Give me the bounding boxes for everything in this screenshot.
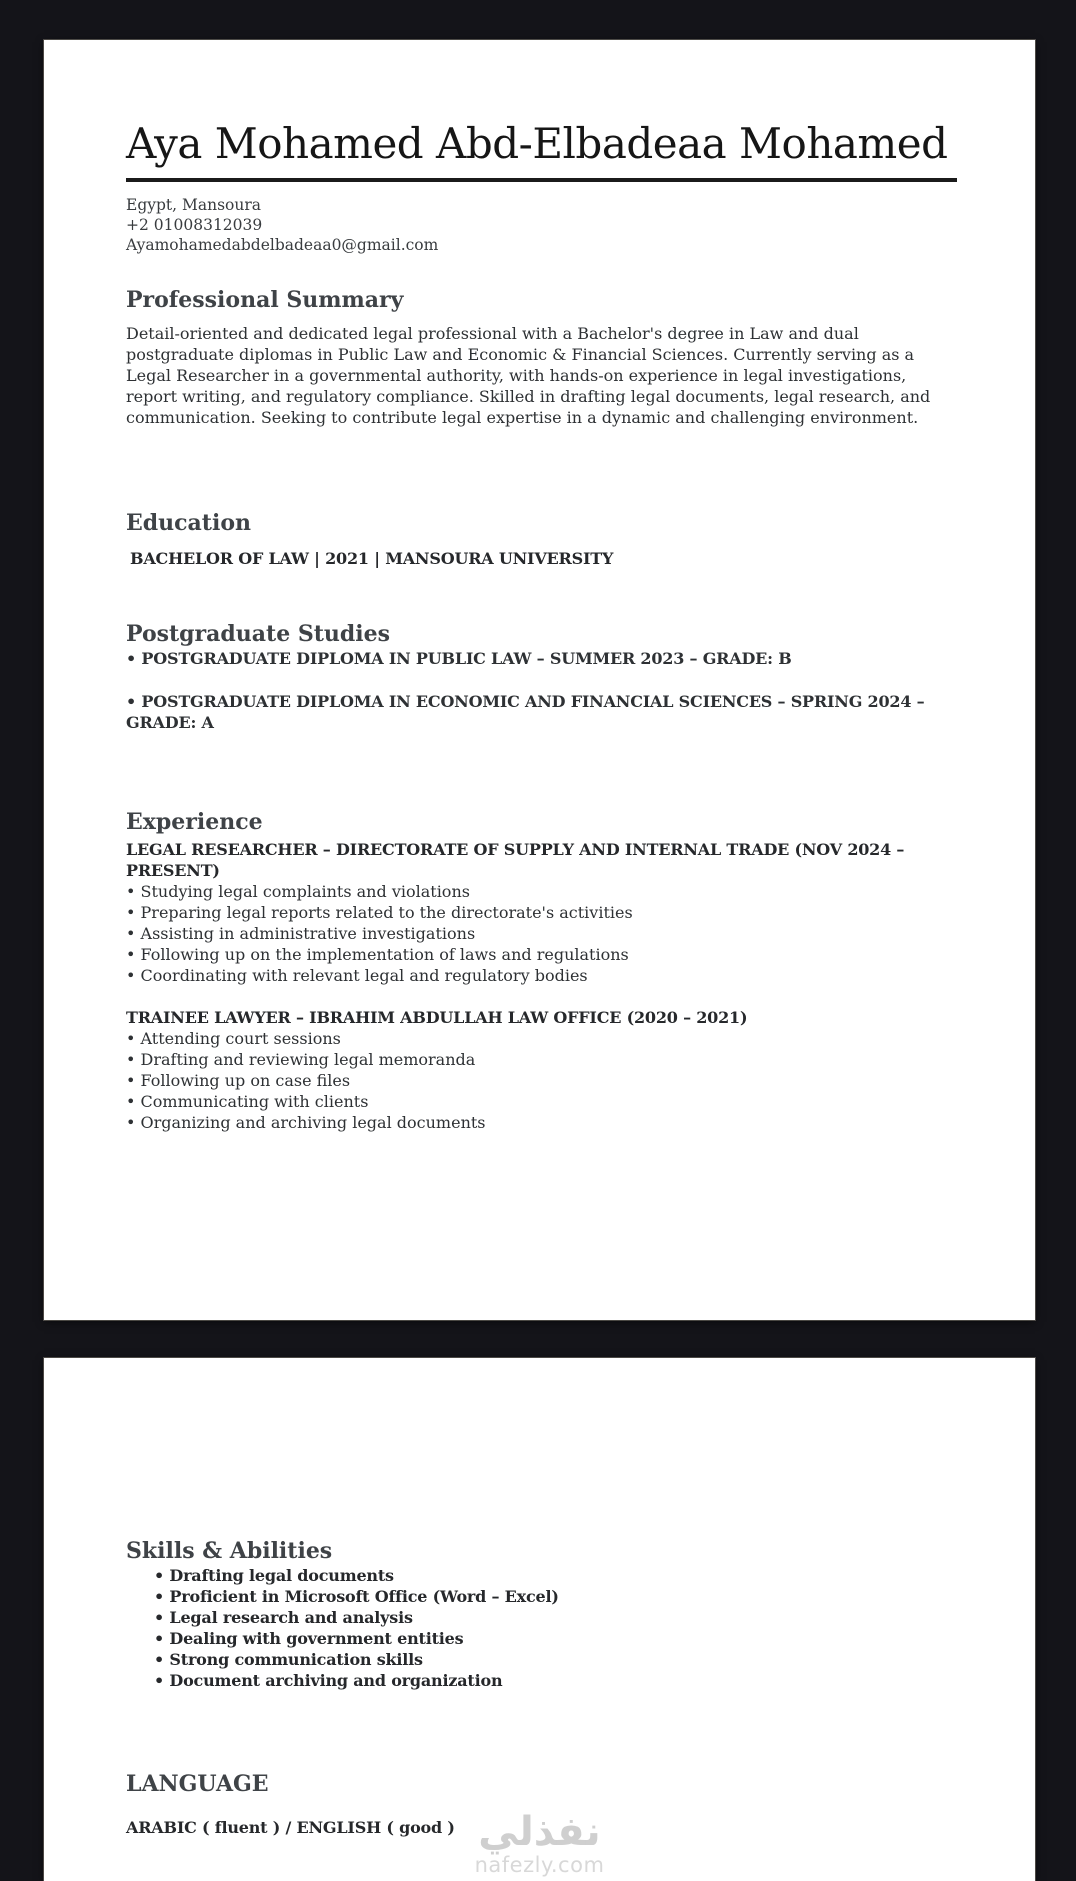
job-duty-item: • Coordinating with relevant legal and regulatory bodies bbox=[126, 965, 957, 986]
education-entry: BACHELOR OF LAW | 2021 | MANSOURA UNIVERSITY bbox=[130, 549, 614, 568]
nafezly-site-text: nafezly.com bbox=[474, 1853, 605, 1877]
section-professional-summary bbox=[126, 287, 957, 428]
page-1-content bbox=[44, 120, 1035, 1133]
job-title: LEGAL RESEARCHER – DIRECTORATE OF SUPPLY AND INTERNAL TRADE (NOV 2024 – PRESENT) bbox=[126, 840, 905, 880]
job-title: TRAINEE LAWYER – IBRAHIM ABDULLAH LAW OFFICE (2020 – 2021) bbox=[126, 1008, 748, 1027]
job-duty-item: • Following up on case files bbox=[126, 1070, 957, 1091]
skill-item: • Document archiving and organization bbox=[154, 1670, 957, 1691]
section-education bbox=[126, 510, 957, 569]
section-experience bbox=[126, 809, 957, 1133]
summary-text: Detail-oriented and dedicated legal professional with a Bachelor's degree in Law and dual postgraduate diplomas in Public Law and Economic & Financial Sciences. Currently serving as a Legal Researcher in a governmental authority, with hands-on experience in legal investigations, report writing, and regulatory compliance. Skilled in drafting legal documents, legal research, and communication. Seeking to contribute legal expertise in a dynamic and challenging environment. bbox=[126, 324, 931, 427]
postgraduate-heading: Postgraduate Studies bbox=[126, 621, 391, 647]
job-duty-item: • Attending court sessions bbox=[126, 1028, 957, 1049]
skills-heading: Skills & Abilities bbox=[126, 1538, 333, 1564]
job-duty-item: • Assisting in administrative investigations bbox=[126, 923, 957, 944]
resume-header bbox=[126, 120, 957, 182]
contact-phone: +2 01008312039 bbox=[126, 216, 263, 234]
language-heading: LANGUAGE bbox=[126, 1771, 269, 1797]
education-heading: Education bbox=[126, 510, 251, 536]
job-duty-item: • Following up on the implementation of laws and regulations bbox=[126, 944, 957, 965]
postgraduate-list bbox=[126, 648, 957, 733]
resume-page-1 bbox=[44, 40, 1035, 1320]
skill-item: • Strong communication skills bbox=[154, 1649, 957, 1670]
page-2-content bbox=[44, 1538, 1035, 1877]
resume-page-2 bbox=[44, 1358, 1035, 1881]
section-language bbox=[126, 1771, 957, 1838]
job-duty-item: • Studying legal complaints and violations bbox=[126, 881, 957, 902]
job-duties-list bbox=[126, 881, 957, 986]
job-duty-item: • Preparing legal reports related to the directorate's activities bbox=[126, 902, 957, 923]
postgraduate-item: • POSTGRADUATE DIPLOMA IN PUBLIC LAW – SUMMER 2023 – GRADE: B bbox=[126, 648, 957, 669]
candidate-name: Aya Mohamed Abd-Elbadeaa Mohamed bbox=[126, 119, 948, 168]
language-line: ARABIC ( fluent ) / ENGLISH ( good ) bbox=[126, 1818, 455, 1837]
skill-item: • Drafting legal documents bbox=[154, 1565, 957, 1586]
job-duties-list bbox=[126, 1028, 957, 1133]
postgraduate-item: • POSTGRADUATE DIPLOMA IN ECONOMIC AND FINANCIAL SCIENCES – SPRING 2024 – GRADE: A bbox=[126, 691, 957, 733]
skill-item: • Dealing with government entities bbox=[154, 1628, 957, 1649]
job-duty-item: • Drafting and reviewing legal memoranda bbox=[126, 1049, 957, 1070]
summary-heading: Professional Summary bbox=[126, 287, 404, 313]
skill-item: • Legal research and analysis bbox=[154, 1607, 957, 1628]
job-duty-item: • Communicating with clients bbox=[126, 1091, 957, 1112]
nafezly-logo: نفذلي bbox=[478, 1809, 601, 1855]
job-duty-item: • Organizing and archiving legal documents bbox=[126, 1112, 957, 1133]
contact-email: Ayamohamedabdelbadeaa0@gmail.com bbox=[126, 236, 439, 254]
section-skills-abilities bbox=[126, 1538, 957, 1691]
experience-heading: Experience bbox=[126, 809, 263, 835]
skill-item: • Proficient in Microsoft Office (Word – Excel) bbox=[154, 1586, 957, 1607]
skills-list bbox=[126, 1565, 957, 1691]
contact-location: Egypt, Mansoura bbox=[126, 196, 262, 214]
contact-block bbox=[126, 195, 957, 255]
section-postgraduate-studies bbox=[126, 621, 957, 733]
